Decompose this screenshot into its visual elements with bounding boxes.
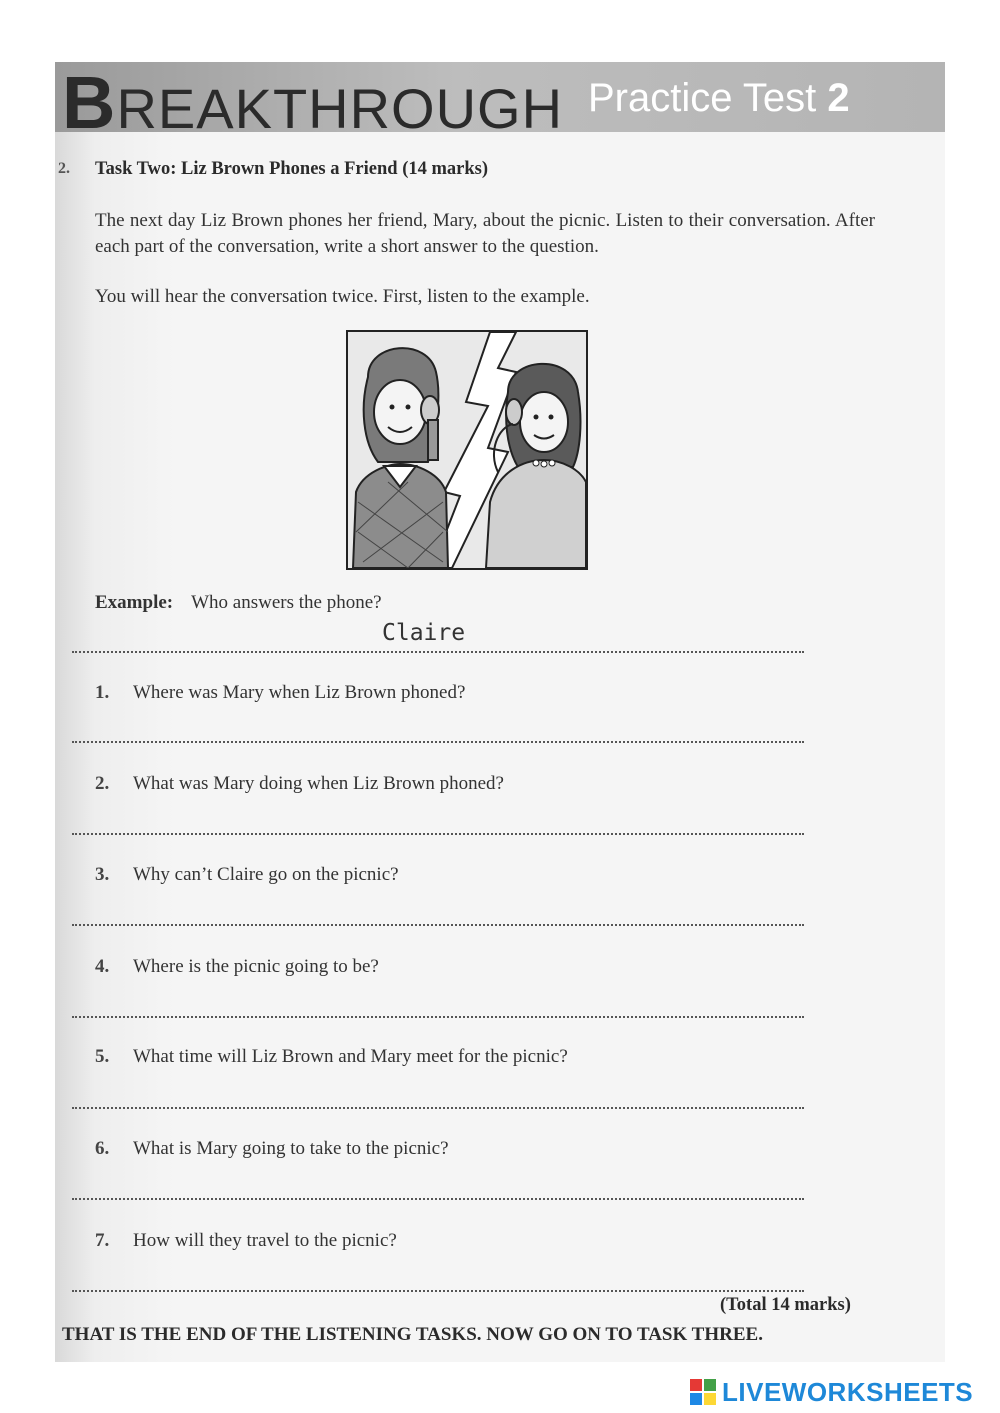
logo-square-green [704,1379,716,1391]
question-3: 3. Why can’t Claire go on the picnic? [95,864,399,885]
answer-line-2[interactable] [72,833,804,835]
example-text: Who answers the phone? [191,592,382,613]
logo-square-red [690,1379,702,1391]
liveworksheets-brand: LIVEWORKSHEETS [722,1376,974,1407]
task-number: 2. [58,160,70,177]
practice-number: 2 [827,76,850,120]
task-instructions-2: You will hear the conversation twice. First, listen to the example. [95,286,590,307]
brand-rest: REAKTHROUGH [116,77,564,140]
answer-line-6[interactable] [72,1198,804,1200]
example-answer: Claire [382,620,466,646]
answer-line-5[interactable] [72,1107,804,1109]
question-6: 6. What is Mary going to take to the picnic? [95,1138,449,1159]
logo-square-yellow [704,1393,716,1405]
liveworksheets-footer [690,1378,973,1406]
answer-line-3[interactable] [72,924,804,926]
answer-line-7[interactable] [72,1290,804,1292]
question-1: 1. Where was Mary when Liz Brown phoned? [95,682,466,703]
total-marks: (Total 14 marks) [720,1295,851,1315]
question-2: 2. What was Mary doing when Liz Brown phoned? [95,773,504,794]
example-question [95,592,382,614]
answer-line-1[interactable] [72,741,804,743]
task-instructions: The next day Liz Brown phones her friend, Mary, about the picnic. Listen to their conversation. After each part of the conversation, write a short answer to the question. [95,210,875,257]
question-4: 4. Where is the picnic going to be? [95,956,379,977]
logo-square-blue [690,1393,702,1405]
example-label: Example: [95,592,174,613]
practice-prefix: Practice Test [588,76,817,120]
brand-initial: B [62,61,117,144]
question-7: 7. How will they travel to the picnic? [95,1230,397,1251]
answer-line-4[interactable] [72,1016,804,1018]
liveworksheets-logo-icon [690,1379,716,1405]
task-title: Task Two: Liz Brown Phones a Friend (14 marks) [95,159,488,179]
brand-title [62,60,563,145]
practice-test-label [588,76,850,121]
phone-call-illustration [346,330,588,570]
question-5: 5. What time will Liz Brown and Mary meet for the picnic? [95,1046,568,1067]
example-answer-line [72,651,804,653]
two-women-on-phone-drawing [348,332,586,568]
end-of-listening-notice: THAT IS THE END OF THE LISTENING TASKS. NOW GO ON TO TASK THREE. [62,1324,763,1345]
